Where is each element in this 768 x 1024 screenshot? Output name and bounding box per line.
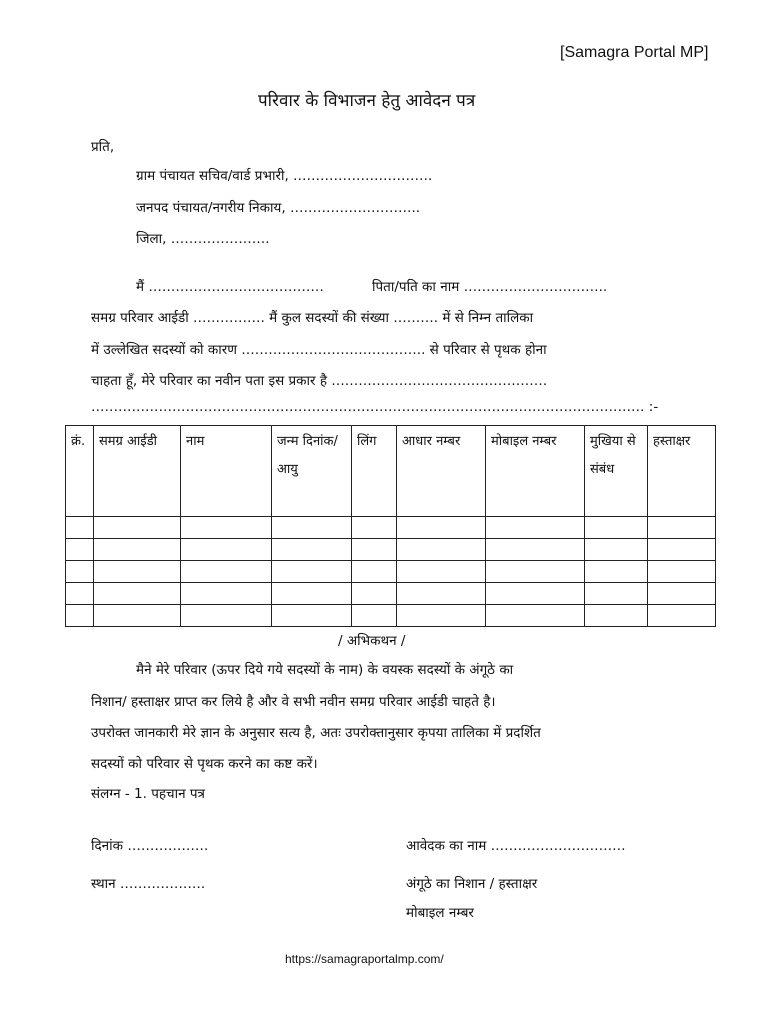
table-cell[interactable] [397, 605, 486, 627]
table-cell[interactable] [585, 561, 648, 583]
applicant-name-field: आवेदक का नाम ………………………… [406, 838, 626, 854]
table-cell[interactable] [272, 605, 352, 627]
table-cell[interactable] [585, 517, 648, 539]
body-line-3: में उल्लेखित सदस्यों को कारण ………………………………….. से परिवार से पृथक होना [91, 342, 547, 358]
table-row [66, 517, 716, 539]
table-cell[interactable] [181, 583, 272, 605]
col-header-aadhaar: आधार नम्बर [397, 426, 486, 517]
table-cell[interactable] [272, 539, 352, 561]
table-cell[interactable] [66, 539, 94, 561]
col-header-serial: क्रं. [66, 426, 94, 517]
table-cell[interactable] [352, 583, 397, 605]
col-header-name: नाम [181, 426, 272, 517]
table-cell[interactable] [94, 517, 181, 539]
footer-url[interactable]: https://samagraportalmp.com/ [285, 952, 444, 966]
thumb-signature-field: अंगूठे का निशान / हस्ताक्षर [406, 876, 538, 892]
table-cell[interactable] [272, 561, 352, 583]
table-cell[interactable] [648, 539, 716, 561]
table-header-row [66, 426, 716, 517]
body-line-4: चाहता हूँ, मेरे परिवार का नवीन पता इस प्रकार है ………………………………………… [91, 373, 548, 389]
page-title: परिवार के विभाजन हेतु आवेदन पत्र [258, 91, 476, 111]
table-cell[interactable] [486, 539, 585, 561]
members-table [65, 425, 716, 627]
table-row [66, 605, 716, 627]
address-to: प्रति, [91, 139, 115, 155]
table-cell[interactable] [648, 605, 716, 627]
declaration-heading: / अभिकथन / [338, 633, 406, 649]
table-cell[interactable] [352, 517, 397, 539]
table-cell[interactable] [94, 605, 181, 627]
address-line-3: जिला, …………………. [136, 231, 270, 247]
table-row [66, 583, 716, 605]
declaration-para-4: सदस्यों को परिवार से पृथक करने का कष्ट करें। [91, 756, 318, 772]
table-cell[interactable] [66, 605, 94, 627]
declaration-para-1: मैने मेरे परिवार (ऊपर दिये गये सदस्यों के नाम) के वयस्क सदस्यों के अंगूठे का [136, 662, 514, 678]
header-tag: [Samagra Portal MP] [560, 44, 709, 61]
table-cell[interactable] [397, 539, 486, 561]
table-cell[interactable] [181, 561, 272, 583]
table-cell[interactable] [66, 583, 94, 605]
mobile-number-field: मोबाइल नम्बर [406, 905, 474, 921]
table-cell[interactable] [486, 561, 585, 583]
table-row [66, 539, 716, 561]
table-cell[interactable] [181, 517, 272, 539]
table-cell[interactable] [648, 561, 716, 583]
table-cell[interactable] [66, 517, 94, 539]
table-cell[interactable] [486, 517, 585, 539]
table-cell[interactable] [94, 539, 181, 561]
col-header-samagra-id: समग्र आईडी [94, 426, 181, 517]
table-cell[interactable] [94, 561, 181, 583]
date-field: दिनांक ……………… [91, 838, 209, 854]
table-cell[interactable] [486, 605, 585, 627]
table-cell[interactable] [94, 583, 181, 605]
table-cell[interactable] [397, 583, 486, 605]
body-line-5: …………………………………………………………………………………………………………… :- [91, 399, 659, 415]
declaration-para-3: उपरोक्त जानकारी मेरे ज्ञान के अनुसार सत्य है, अतः उपरोक्तानुसार कृपया तालिका में प्रदर्शित [91, 725, 541, 741]
table-cell[interactable] [352, 605, 397, 627]
body-line-2: समग्र परिवार आईडी ……………. मैं कुल सदस्यों की संख्या ………. में से निम्न तालिका [91, 310, 534, 326]
body-line-1a: मैं ………………………………… [136, 279, 324, 295]
declaration-para-2: निशान/ हस्ताक्षर प्राप्त कर लिये है और वे सभी नवीन समग्र परिवार आईडी चाहते है। [91, 694, 496, 710]
table-cell[interactable] [272, 583, 352, 605]
table-cell[interactable] [352, 539, 397, 561]
table-cell[interactable] [66, 561, 94, 583]
col-header-mobile: मोबाइल नम्बर [486, 426, 585, 517]
col-header-relation: मुखिया से संबंध [585, 426, 648, 517]
table-cell[interactable] [486, 583, 585, 605]
table-cell[interactable] [181, 605, 272, 627]
table-cell[interactable] [352, 561, 397, 583]
table-cell[interactable] [397, 561, 486, 583]
address-line-1: ग्राम पंचायत सचिव/वार्ड प्रभारी, …………………………. [136, 168, 433, 184]
body-line-1b: पिता/पति का नाम ………………………….. [372, 279, 608, 295]
table-row [66, 561, 716, 583]
attachment-line: संलग्न - 1. पहचान पत्र [91, 786, 205, 802]
col-header-dob-age: जन्म दिनांक/ आयु [272, 426, 352, 517]
table-cell[interactable] [585, 583, 648, 605]
place-field: स्थान ………………. [91, 876, 206, 892]
table-cell[interactable] [648, 517, 716, 539]
table-cell[interactable] [181, 539, 272, 561]
col-header-signature: हस्ताक्षर [648, 426, 716, 517]
table-cell[interactable] [272, 517, 352, 539]
table-cell[interactable] [585, 539, 648, 561]
table-cell[interactable] [648, 583, 716, 605]
table-cell[interactable] [397, 517, 486, 539]
address-line-2: जनपद पंचायत/नगरीय निकाय, ……………………….. [136, 200, 421, 216]
table-cell[interactable] [585, 605, 648, 627]
col-header-gender: लिंग [352, 426, 397, 517]
